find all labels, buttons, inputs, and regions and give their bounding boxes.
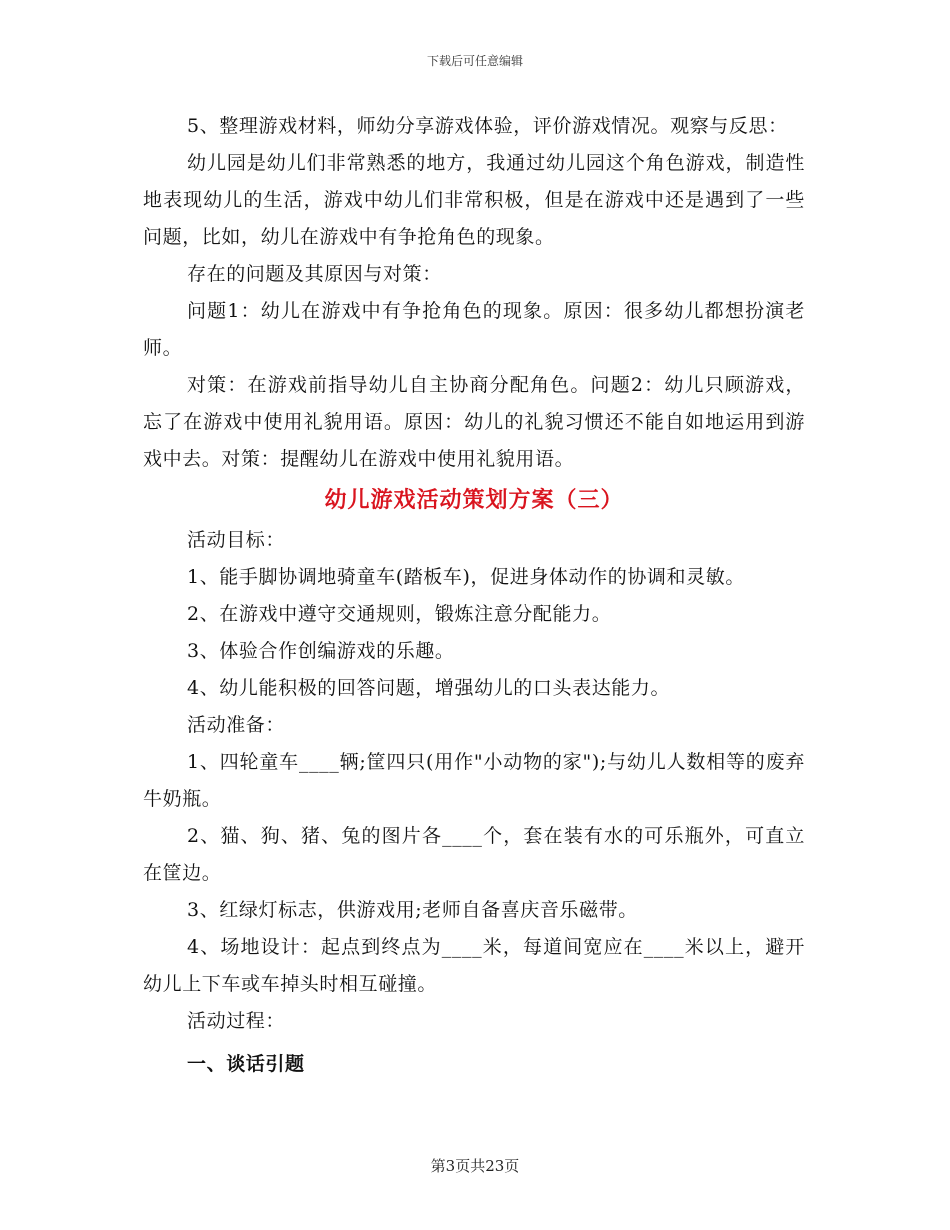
page-footer: 第3页共23页 bbox=[430, 1157, 520, 1175]
paragraph: 对策：在游戏前指导幼儿自主协商分配角色。问题2：幼儿只顾游戏，忘了在游戏中使用礼貌用语。原因：幼儿的礼貌习惯还不能自如地运用到游戏中去。对策：提醒幼儿在游戏中使用礼貌用语。 bbox=[143, 374, 805, 470]
paragraph: 5、整理游戏材料，师幼分享游戏体验，评价游戏情况。观察与反思： bbox=[187, 115, 788, 137]
paragraph: 2、在游戏中遵守交通规则，锻炼注意分配能力。 bbox=[187, 603, 612, 625]
document-body bbox=[143, 108, 805, 1083]
paragraph: 3、红绿灯标志，供游戏用;老师自备喜庆音乐磁带。 bbox=[187, 899, 638, 921]
paragraph: 存在的问题及其原因与对策： bbox=[187, 263, 442, 285]
paragraph: 3、体验合作创编游戏的乐趣。 bbox=[187, 640, 455, 662]
paragraph: 活动准备： bbox=[187, 714, 286, 736]
paragraph: 2、猫、狗、猪、兔的图片各____个，套在装有水的可乐瓶外，可直立在筐边。 bbox=[143, 825, 805, 884]
paragraph: 幼儿园是幼儿们非常熟悉的地方，我通过幼儿园这个角色游戏，制造性地表现幼儿的生活，游戏中幼儿们非常积极，但是在游戏中还是遇到了一些问题，比如，幼儿在游戏中有争抢角色的现象。 bbox=[143, 152, 805, 248]
paragraph: 问题1：幼儿在游戏中有争抢角色的现象。原因：很多幼儿都想扮演老师。 bbox=[143, 300, 805, 359]
subheading: 一、谈话引题 bbox=[187, 1053, 305, 1075]
paragraph: 1、四轮童车____辆;筐四只(用作"小动物的家");与幼儿人数相等的废弃牛奶瓶。 bbox=[143, 751, 805, 810]
paragraph: 活动过程： bbox=[187, 1010, 286, 1032]
section-title: 幼儿游戏活动策划方案（三） bbox=[324, 487, 624, 513]
paragraph: 1、能手脚协调地骑童车(踏板车)，促进身体动作的协调和灵敏。 bbox=[187, 566, 745, 588]
paragraph: 活动目标： bbox=[187, 529, 286, 551]
paragraph: 4、幼儿能积极的回答问题，增强幼儿的口头表达能力。 bbox=[187, 677, 671, 699]
paragraph: 4、场地设计：起点到终点为____米，每道间宽应在____米以上，避开幼儿上下车或车掉头时相互碰撞。 bbox=[143, 936, 805, 995]
page-header: 下载后可任意编辑 bbox=[426, 54, 523, 68]
